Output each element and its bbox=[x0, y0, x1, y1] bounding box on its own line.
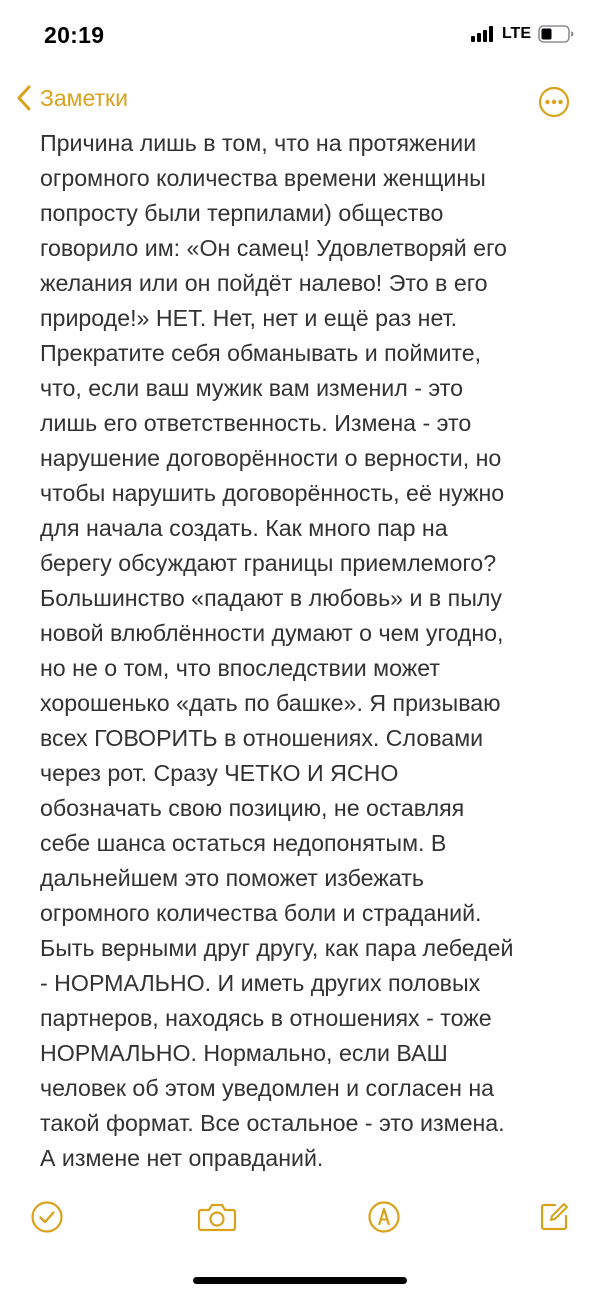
note-text-line: желания или он пойдёт налево! Это в его bbox=[40, 270, 488, 296]
home-indicator[interactable] bbox=[193, 1277, 407, 1284]
note-text-line: для начала создать. Как много пар на bbox=[40, 515, 448, 541]
note-text-line: хорошенько «дать по башке». Я призываю bbox=[40, 690, 501, 716]
note-text-line: берегу обсуждают границы приемлемого? bbox=[40, 550, 497, 576]
note-text-editor[interactable] bbox=[40, 126, 580, 1176]
note-text-line: что, если ваш мужик вам изменил - это bbox=[40, 375, 463, 401]
note-text-line: НОРМАЛЬНО. Нормально, если ВАШ bbox=[40, 1040, 448, 1066]
ellipsis-circle-icon bbox=[538, 86, 570, 118]
compose-icon bbox=[537, 1200, 571, 1234]
status-bar bbox=[0, 0, 600, 72]
note-text-line: такой формат. Все остальное - это измена. bbox=[40, 1110, 505, 1136]
note-text-line: но не о том, что впоследствии может bbox=[40, 655, 441, 681]
camera-icon bbox=[197, 1200, 237, 1234]
note-text-line: попросту были терпилами) общество bbox=[40, 200, 444, 226]
camera-button[interactable] bbox=[197, 1200, 237, 1239]
note-text-line: дальнейшем это поможет избежать bbox=[40, 865, 424, 891]
more-options-button[interactable] bbox=[538, 86, 570, 123]
bottom-toolbar bbox=[0, 1192, 600, 1244]
back-button[interactable] bbox=[16, 84, 128, 112]
note-text-line: через рот. Сразу ЧЕТКО И ЯСНО bbox=[40, 760, 399, 786]
note-text-line: обозначать свою позицию, не оставляя bbox=[40, 795, 465, 821]
note-text-line: новой влюблённости думают о чем угодно, bbox=[40, 620, 504, 646]
compose-button[interactable] bbox=[537, 1200, 571, 1239]
note-text-line: партнеров, находясь в отношениях - тоже bbox=[40, 1005, 492, 1031]
note-text-line: говорило им: «Он самец! Удовлетворяй его bbox=[40, 235, 507, 261]
battery-icon bbox=[538, 25, 574, 43]
note-text-line: Причина лишь в том, что на протяжении bbox=[40, 130, 477, 156]
note-text-line: огромного количества времени женщины bbox=[40, 165, 486, 191]
note-text-line: Большинство «падают в любовь» и в пылу bbox=[40, 585, 502, 611]
chevron-left-icon bbox=[16, 84, 32, 112]
note-text-line: всех ГОВОРИТЬ в отношениях. Словами bbox=[40, 725, 484, 751]
note-text-line: себе шанса остаться недопонятым. В bbox=[40, 830, 447, 856]
note-text-line: человек об этом уведомлен и согласен на bbox=[40, 1075, 495, 1101]
note-text-line: нарушение договорённости о верности, но bbox=[40, 445, 502, 471]
note-text-line: Быть верными друг другу, как пара лебедей bbox=[40, 935, 514, 961]
status-indicators bbox=[471, 25, 574, 43]
note-text-line: Прекратите себя обманывать и поймите, bbox=[40, 340, 482, 366]
back-label: Заметки bbox=[40, 84, 128, 111]
note-text-line: лишь его ответственность. Измена - это bbox=[40, 410, 472, 436]
note-text-line: - НОРМАЛЬНО. И иметь других половых bbox=[40, 970, 481, 996]
note-text-line: чтобы нарушить договорённость, её нужно bbox=[40, 480, 505, 506]
nav-bar bbox=[0, 78, 600, 126]
checklist-button[interactable] bbox=[30, 1200, 64, 1239]
signal-bars-icon bbox=[471, 26, 495, 42]
checklist-icon bbox=[30, 1200, 64, 1234]
status-time: 20:19 bbox=[44, 22, 105, 48]
markup-pen-icon bbox=[367, 1200, 401, 1234]
note-text-line: А измене нет оправданий. bbox=[40, 1145, 324, 1171]
network-type: LTE bbox=[501, 25, 531, 42]
note-text-line: огромного количества боли и страданий. bbox=[40, 900, 482, 926]
markup-button[interactable] bbox=[367, 1200, 401, 1239]
note-text-line: природе!» НЕТ. Нет, нет и ещё раз нет. bbox=[40, 305, 458, 331]
